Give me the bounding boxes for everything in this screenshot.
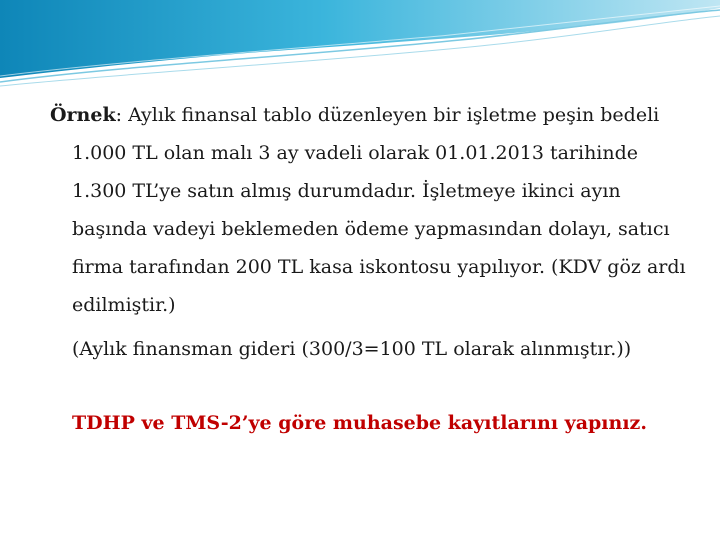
financing-note: (Aylık finansman gideri (300/3=100 TL olarak alınmıştır.)) bbox=[72, 338, 632, 360]
task-instruction: TDHP ve TMS-2’ye göre muhasebe kayıtlarını yapınız. bbox=[72, 412, 647, 434]
slide-content bbox=[50, 96, 690, 442]
example-lead: Örnek bbox=[50, 104, 116, 126]
header-wave-decoration bbox=[0, 0, 720, 90]
example-paragraph bbox=[50, 96, 690, 324]
example-text: Aylık finansal tablo düzenleyen bir işletme peşin bedeli 1.000 TL olan malı 3 ay vadeli olarak 01.01.2013 tarihinde 1.300 TL’ye satın almış durumdadır. İşletmeye ikinci ayın başında vadeyi beklemeden ödeme yapmasından dolayı, satıcı firma tarafından 200 TL kasa iskontosu yapılıyor. (KDV göz ardı edilmiştir.) bbox=[72, 104, 686, 316]
example-colon: : bbox=[115, 104, 129, 126]
